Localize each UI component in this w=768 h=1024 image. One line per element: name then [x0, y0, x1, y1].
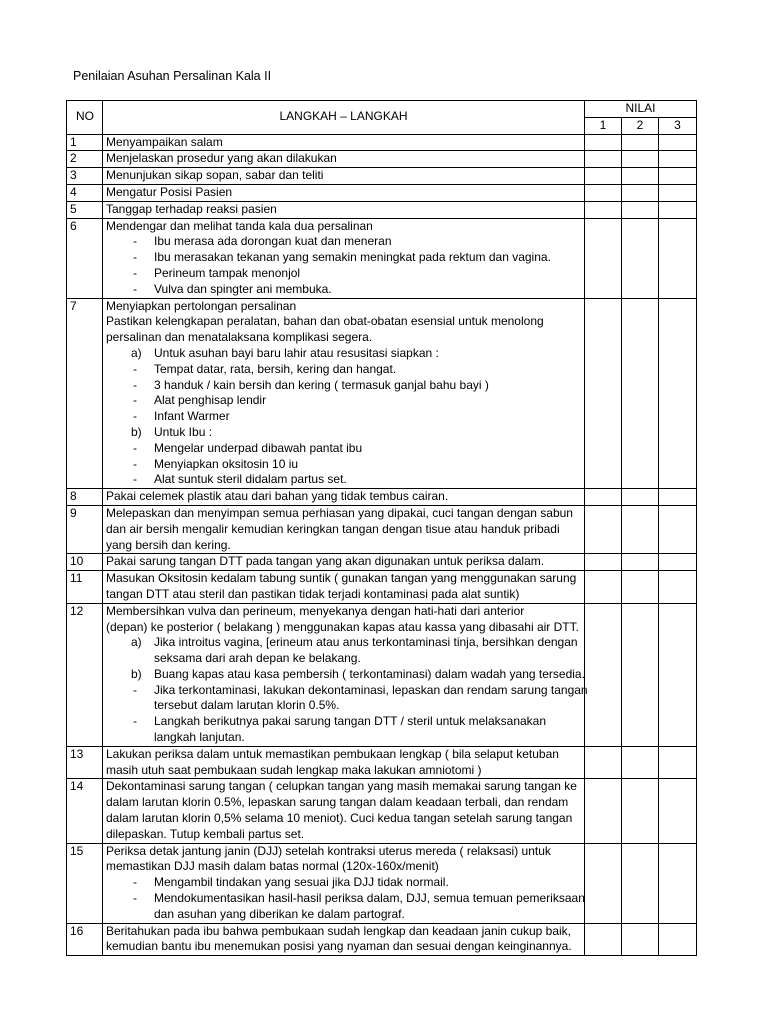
- step-sub-text: Mengambil tindakan yang sesuai jika DJJ tidak normail.: [154, 875, 449, 890]
- score-cell-1[interactable]: [585, 168, 622, 185]
- score-cell-2[interactable]: [622, 134, 659, 151]
- score-cell-3[interactable]: [659, 603, 697, 746]
- step-text-line: kemudian bantu ibu menemukan posisi yang nyaman dan sesuai dengan keinginannya.: [106, 939, 572, 954]
- row-number: 7: [67, 298, 103, 489]
- header-score-1: 1: [585, 117, 622, 134]
- lettered-item: [106, 666, 585, 683]
- document-title: Penilaian Asuhan Persalinan Kala II: [73, 69, 272, 83]
- step-sub-text: Buang kapas atau kasa pembersih ( terkontaminasi) dalam wadah yang tersedia.: [154, 666, 585, 681]
- step-text-line: Beritahukan pada ibu bahwa pembukaan sudah lengkap dan keadaan janin cukup baik,: [106, 923, 572, 938]
- row-number: 15: [67, 843, 103, 923]
- score-cell-2[interactable]: [622, 746, 659, 779]
- step-text-line: Masukan Oksitosin kedalam tabung suntik ( gunakan tangan yang menggunakan sarung: [106, 571, 577, 586]
- table-row: [67, 298, 697, 489]
- table-row: [67, 151, 697, 168]
- step-text-line: Membersihkan vulva dan perineum, menyekanya dengan hati-hati dari anterior: [106, 603, 525, 618]
- row-number: 5: [67, 201, 103, 218]
- step-description: [103, 489, 585, 506]
- bullet-item: [106, 282, 581, 298]
- bullet-continuation: [106, 907, 581, 923]
- step-description: [103, 218, 585, 298]
- step-text-line: Menyampaikan salam: [106, 134, 223, 149]
- table-row: [67, 134, 697, 151]
- score-cell-3[interactable]: [659, 298, 697, 489]
- table-row: [67, 505, 697, 553]
- row-number: 6: [67, 218, 103, 298]
- score-cell-2[interactable]: [622, 489, 659, 506]
- step-text-line: Periksa detak jantung janin (DJJ) setelah kontraksi uterus mereda ( relaksasi) untuk: [106, 843, 551, 858]
- header-score-3: 3: [659, 117, 697, 134]
- score-cell-3[interactable]: [659, 218, 697, 298]
- table-row: [67, 746, 697, 779]
- score-cell-3[interactable]: [659, 201, 697, 218]
- score-cell-3[interactable]: [659, 184, 697, 201]
- score-cell-1[interactable]: [585, 218, 622, 298]
- step-sub-text: tersebut dalam larutan klorin 0.5%.: [154, 698, 340, 713]
- row-number: 10: [67, 554, 103, 571]
- step-description: [103, 505, 585, 553]
- bullet-item: [106, 234, 581, 250]
- score-cell-2[interactable]: [622, 779, 659, 843]
- step-text-line: Pakai sarung tangan DTT pada tangan yang akan digunakan untuk periksa dalam.: [106, 554, 545, 569]
- bullet-item: [106, 362, 581, 378]
- step-sub-text: Vulva dan spingter ani membuka.: [154, 281, 332, 296]
- score-cell-1[interactable]: [585, 603, 622, 746]
- step-text-line: Pastikan kelengkapan peralatan, bahan dan obat-obatan esensial untuk menolong: [106, 314, 544, 329]
- step-text-line: tangan DTT atau steril dan pastikan tidak terjadi kontaminasi pada alat suntik): [106, 586, 520, 601]
- score-cell-2[interactable]: [622, 571, 659, 604]
- bullet-item: [106, 378, 581, 394]
- step-description: [103, 843, 585, 923]
- score-cell-3[interactable]: [659, 779, 697, 843]
- step-text-line: memastikan DJJ masih dalam batas normal (120x-160x/menit): [106, 859, 439, 874]
- bullet-item: [106, 393, 581, 409]
- step-text-line: Pakai celemek plastik atau dari bahan yang tidak tembus cairan.: [106, 489, 449, 504]
- list-marker: a): [131, 635, 142, 650]
- score-cell-3[interactable]: [659, 168, 697, 185]
- lettered-item: [106, 346, 581, 362]
- header-nilai: NILAI: [585, 101, 697, 118]
- step-text-line: yang bersih dan kering.: [106, 537, 231, 552]
- bullet-item: [106, 682, 588, 699]
- score-cell-2[interactable]: [622, 603, 659, 746]
- step-text-line: dalam larutan klorin 0,5% selama 10 meniot). Cuci kedua tangan setelah sarung tangan: [106, 811, 573, 826]
- table-body: [67, 134, 697, 956]
- lettered-item: [106, 425, 581, 441]
- bullet-continuation: [106, 698, 581, 714]
- table-row: [67, 218, 697, 298]
- table-row: [67, 168, 697, 185]
- step-description: [103, 134, 585, 151]
- score-cell-1[interactable]: [585, 505, 622, 553]
- step-description: [103, 554, 585, 571]
- list-marker: b): [131, 666, 142, 681]
- bullet-item: [106, 891, 585, 907]
- score-cell-3[interactable]: [659, 134, 697, 151]
- step-sub-text: Jika introitus vagina, [erineum atau anus terkontaminasi tinja, bersihkan dengan: [154, 635, 578, 650]
- bullet-item: [106, 457, 581, 473]
- score-cell-1[interactable]: [585, 184, 622, 201]
- score-cell-1[interactable]: [585, 746, 622, 779]
- step-sub-text: Alat penghisap lendir: [154, 393, 267, 408]
- row-number: 11: [67, 571, 103, 604]
- table-row: [67, 923, 697, 956]
- score-cell-2[interactable]: [622, 184, 659, 201]
- score-cell-1[interactable]: [585, 571, 622, 604]
- bullet-item: [106, 266, 581, 282]
- step-sub-text: Untuk Ibu :: [154, 424, 213, 439]
- row-number: 9: [67, 505, 103, 553]
- score-cell-1[interactable]: [585, 779, 622, 843]
- step-text-line: (depan) ke posterior ( belakang ) menggunakan kapas atau kassa yang dibasahi air DTT.: [106, 619, 579, 634]
- step-text-line: Tanggap terhadap reaksi pasien: [106, 201, 277, 216]
- bullet-item: [106, 472, 581, 488]
- score-cell-1[interactable]: [585, 134, 622, 151]
- header-score-2: 2: [622, 117, 659, 134]
- score-cell-2[interactable]: [622, 218, 659, 298]
- score-cell-1[interactable]: [585, 554, 622, 571]
- table-row: [67, 489, 697, 506]
- score-cell-2[interactable]: [622, 201, 659, 218]
- step-text-line: Mendengar dan melihat tanda kala dua persalinan: [106, 218, 373, 233]
- step-description: [103, 571, 585, 604]
- bullet-item: [106, 875, 581, 891]
- row-number: 13: [67, 746, 103, 779]
- table-row: [67, 779, 697, 843]
- table-row: [67, 571, 697, 604]
- step-sub-text: Mendokumentasikan hasil-hasil periksa dalam, DJJ, semua temuan pemeriksaan: [154, 891, 585, 906]
- step-description: [103, 779, 585, 843]
- step-sub-text: seksama dari arah depan ke belakang.: [154, 651, 361, 666]
- step-sub-text: Untuk asuhan bayi baru lahir atau resusitasi siapkan :: [154, 345, 439, 360]
- score-cell-3[interactable]: [659, 505, 697, 553]
- step-sub-text: Infant Warmer: [154, 409, 230, 424]
- score-cell-2[interactable]: [622, 505, 659, 553]
- score-cell-3[interactable]: [659, 151, 697, 168]
- row-number: 16: [67, 923, 103, 956]
- lettered-item: [106, 635, 581, 651]
- score-cell-1[interactable]: [585, 298, 622, 489]
- bullet-item: [106, 714, 581, 730]
- row-number: 1: [67, 134, 103, 151]
- step-sub-text: Tempat datar, rata, bersih, kering dan hangat.: [154, 361, 397, 376]
- step-text-line: Menunjukan sikap sopan, sabar dan teliti: [106, 168, 324, 183]
- step-sub-text: langkah lanjutan.: [154, 730, 245, 745]
- score-cell-2[interactable]: [622, 843, 659, 923]
- bullet-item: [106, 409, 581, 425]
- step-text-line: dan air bersih mengalir kemudian keringkan tangan dengan tisue atau handuk pribadi: [106, 521, 560, 536]
- score-cell-3[interactable]: [659, 571, 697, 604]
- step-description: [103, 201, 585, 218]
- table-row: [67, 843, 697, 923]
- step-text-line: Menjelaskan prosedur yang akan dilakukan: [106, 151, 337, 166]
- row-number: 3: [67, 168, 103, 185]
- step-description: [103, 923, 585, 956]
- assessment-table: [66, 100, 697, 956]
- score-cell-2[interactable]: [622, 923, 659, 956]
- score-cell-1[interactable]: [585, 923, 622, 956]
- step-sub-text: 3 handuk / kain bersih dan kering ( termasuk ganjal bahu bayi ): [154, 377, 489, 392]
- score-cell-1[interactable]: [585, 201, 622, 218]
- step-text-line: Dekontaminasi sarung tangan ( celupkan tangan yang masih memakai sarung tangan ke: [106, 779, 577, 794]
- bullet-item: [106, 441, 581, 457]
- row-number: 2: [67, 151, 103, 168]
- step-text-line: persalinan dan menatalaksana komplikasi segera.: [106, 330, 373, 345]
- step-text-line: Menyiapkan pertolongan persalinan: [106, 298, 297, 313]
- score-cell-1[interactable]: [585, 489, 622, 506]
- score-cell-3[interactable]: [659, 554, 697, 571]
- score-cell-2[interactable]: [622, 168, 659, 185]
- step-sub-text: Mengelar underpad dibawah pantat ibu: [154, 440, 363, 455]
- step-text-line: Lakukan periksa dalam untuk memastikan pembukaan lengkap ( bila selaput ketuban: [106, 746, 559, 761]
- table-row: [67, 184, 697, 201]
- step-description: [103, 184, 585, 201]
- step-text-line: Mengatur Posisi Pasien: [106, 184, 233, 199]
- bullet-continuation: [106, 730, 581, 746]
- row-number: 8: [67, 489, 103, 506]
- step-sub-text: Alat suntuk steril didalam partus set.: [154, 472, 347, 487]
- score-cell-2[interactable]: [622, 554, 659, 571]
- score-cell-3[interactable]: [659, 489, 697, 506]
- row-number: 14: [67, 779, 103, 843]
- table-row: [67, 554, 697, 571]
- step-sub-text: Ibu merasa ada dorongan kuat dan meneran: [154, 234, 392, 249]
- score-cell-2[interactable]: [622, 298, 659, 489]
- score-cell-2[interactable]: [622, 151, 659, 168]
- step-text-line: dalam larutan klorin 0.5%, lepaskan sarung tangan dalam keadaan terbali, dan rendam: [106, 795, 569, 810]
- row-number: 12: [67, 603, 103, 746]
- step-sub-text: Perineum tampak menonjol: [154, 265, 301, 280]
- table-row: [67, 201, 697, 218]
- step-description: [103, 298, 585, 489]
- step-description: [103, 168, 585, 185]
- bullet-item: [106, 250, 581, 266]
- step-sub-text: dan asuhan yang diberikan ke dalam partograf.: [154, 906, 405, 921]
- step-sub-text: Jika terkontaminasi, lakukan dekontaminasi, lepaskan dan rendam sarung tangan: [154, 682, 588, 697]
- step-description: [103, 746, 585, 779]
- header-langkah: LANGKAH – LANGKAH: [103, 101, 585, 135]
- step-text-line: masih utuh saat pembukaan sudah lengkap maka lakukan amniotomi ): [106, 762, 482, 777]
- bullet-continuation: [106, 651, 581, 667]
- row-number: 4: [67, 184, 103, 201]
- step-description: [103, 151, 585, 168]
- step-sub-text: Langkah berikutnya pakai sarung tangan DTT / steril untuk melaksanakan: [154, 714, 547, 729]
- table-row: [67, 603, 697, 746]
- step-sub-text: Ibu merasakan tekanan yang semakin meningkat pada rektum dan vagina.: [154, 250, 551, 265]
- step-text-line: Melepaskan dan menyimpan semua perhiasan yang dipakai, cuci tangan dengan sabun: [106, 505, 573, 520]
- header-no: NO: [67, 101, 103, 135]
- score-cell-1[interactable]: [585, 151, 622, 168]
- list-marker: a): [131, 345, 142, 360]
- score-cell-3[interactable]: [659, 843, 697, 923]
- step-sub-text: Menyiapkan oksitosin 10 iu: [154, 456, 299, 471]
- score-cell-1[interactable]: [585, 843, 622, 923]
- list-marker: b): [131, 424, 142, 439]
- step-description: [103, 603, 588, 746]
- step-text-line: dilepaskan. Tutup kembali partus set.: [106, 826, 305, 841]
- score-cell-3[interactable]: [659, 923, 697, 956]
- score-cell-3[interactable]: [659, 746, 697, 779]
